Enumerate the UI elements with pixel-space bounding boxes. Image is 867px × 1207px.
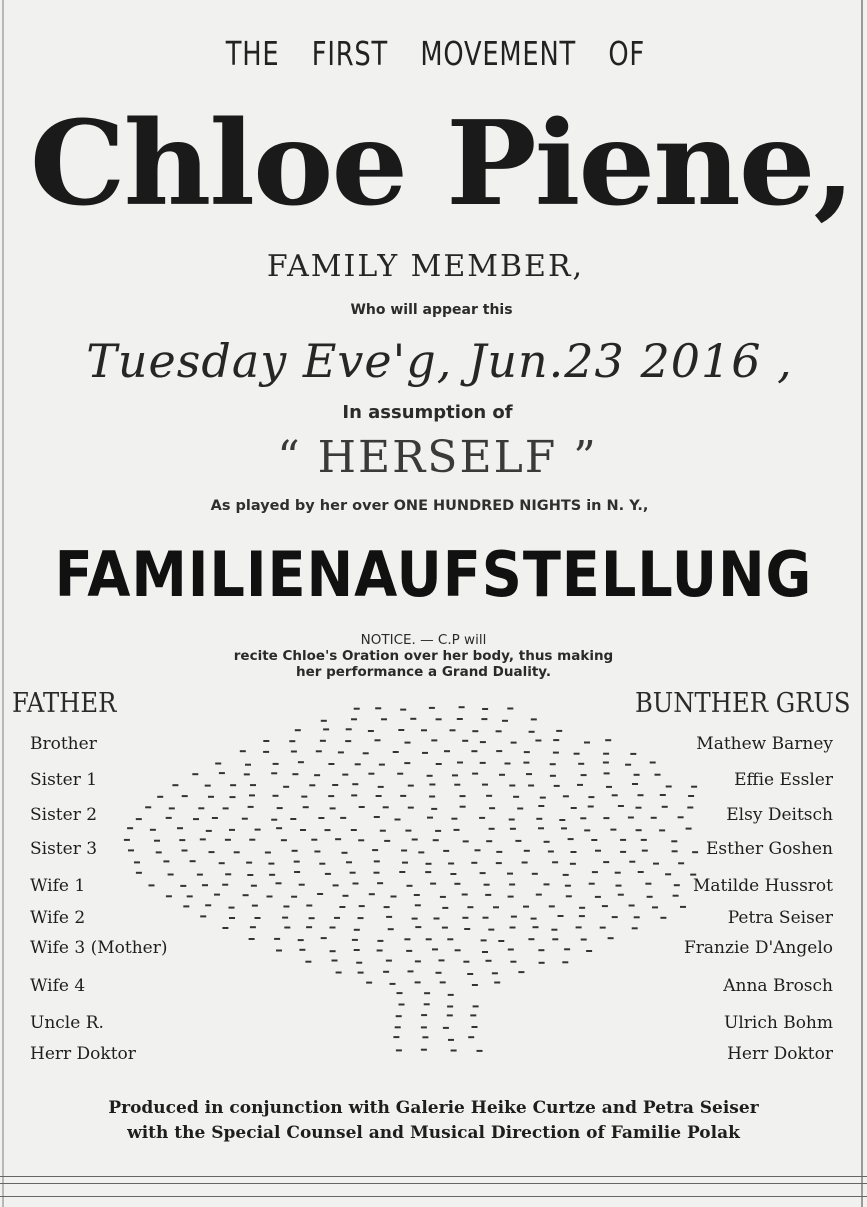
cast-role: Sister 1 (30, 770, 98, 790)
cast-row (0, 839, 867, 863)
played-line: As played by her over ONE HUNDRED NIGHTS in N. Y., (210, 498, 649, 514)
leader-dot (359, 905, 365, 907)
subtitle: FAMILY MEMBER, (266, 249, 585, 284)
leader-dot (368, 730, 374, 732)
leader-dot (496, 730, 502, 732)
leader-dot (540, 797, 546, 799)
leader-dot (325, 873, 331, 875)
appear-line: Who will appear this (350, 302, 513, 318)
leader-dot (629, 905, 635, 907)
leader-dot (300, 829, 306, 831)
cast-actor: Franzie D'Angelo (683, 938, 833, 958)
leader-dot (556, 730, 562, 732)
leader-dot (351, 718, 357, 720)
leader-dot (252, 905, 258, 907)
leader-dot (454, 829, 460, 831)
leader-dot (625, 764, 631, 766)
leader-dot (426, 863, 432, 865)
leader-dot (206, 830, 212, 832)
leader-dot (459, 706, 465, 708)
leader-dot (507, 873, 513, 875)
leader-dot (379, 764, 385, 766)
cast-actor: Anna Brosch (723, 976, 833, 996)
leader-dot (150, 829, 156, 831)
leader-dot (399, 871, 405, 873)
leader-dot (507, 708, 513, 710)
leader-dot (660, 794, 666, 796)
leader-dot (182, 795, 188, 797)
leader-dot (356, 962, 362, 964)
leader-dot (602, 905, 608, 907)
notice-line-1: NOTICE. — C.P will (360, 632, 487, 648)
cast-role: Wife 2 (30, 908, 86, 928)
right-heading: BUNTHER GRUS (635, 688, 851, 719)
leader-dot (486, 795, 492, 797)
leader-dot (450, 873, 456, 875)
date-line: Tuesday Eve'g, Jun.23 2016 , (86, 334, 793, 388)
credits (0, 1096, 867, 1146)
leader-dot (612, 794, 618, 796)
cast-row (0, 1044, 867, 1068)
leader-dot (328, 795, 334, 797)
leader-dot (638, 871, 644, 873)
leader-dot (532, 873, 538, 875)
leader-dot (584, 829, 590, 831)
cast-row (0, 938, 867, 962)
cast-row (0, 908, 867, 932)
leader-dot (502, 720, 508, 722)
leader-dot (603, 762, 609, 764)
leader-dot (650, 762, 656, 764)
leader-dot (336, 972, 342, 974)
leader-dot (472, 730, 478, 732)
cast-actor: Effie Essler (734, 770, 833, 790)
leader-dot (460, 795, 466, 797)
leader-dot (429, 796, 435, 798)
leader-dot (351, 794, 357, 796)
leader-dot (230, 796, 236, 798)
role-title: “ HERSELF ” (277, 432, 598, 483)
notice-line-3: her performance a Grand Duality. (295, 664, 551, 680)
leader-dot (321, 720, 327, 722)
leader-dot (513, 796, 519, 798)
leader-dot (492, 972, 498, 974)
cast-row (0, 770, 867, 794)
leader-dot (447, 1006, 453, 1008)
leader-dot (539, 962, 545, 964)
leader-dot (323, 728, 329, 730)
leader-dot (328, 763, 334, 765)
notice-line-2: recite Chloe's Oration over her body, thus making (233, 648, 614, 664)
leader-dot (225, 873, 231, 875)
leader-dot (421, 729, 427, 731)
cast-row (0, 734, 867, 758)
leader-dot (415, 904, 421, 906)
leader-dot (482, 708, 488, 710)
leader-dot (570, 863, 576, 865)
credits-line-2: with the Special Counsel and Musical Direction of Familie Polak (127, 1123, 740, 1143)
assumption-line: In assumption of (342, 402, 513, 423)
leader-dot (295, 729, 301, 731)
leader-dot (592, 871, 598, 873)
leader-dot (457, 762, 463, 764)
leader-dot (346, 728, 352, 730)
bottom-rule-3 (0, 1196, 867, 1197)
leader-dot (467, 973, 473, 975)
cast-row (0, 876, 867, 900)
cast-actor: Esther Goshen (705, 839, 833, 859)
leader-dot (481, 718, 487, 720)
cast-actor: Matilde Hussrot (692, 876, 833, 896)
leader-dot (688, 795, 694, 797)
leader-dot (157, 796, 163, 798)
leader-dot (480, 872, 486, 874)
leader-dot (529, 731, 535, 733)
main-title: FAMILIENAUFSTELLUNG (54, 538, 813, 611)
leader-dot (273, 795, 279, 797)
leader-dot (473, 1005, 479, 1007)
cast-role: Sister 3 (30, 839, 98, 859)
leader-dot (410, 718, 416, 720)
cast-row (0, 1013, 867, 1037)
bottom-rule-1 (0, 1176, 867, 1177)
cast-role: Herr Doktor (30, 1044, 136, 1064)
leader-dot (358, 972, 364, 974)
leader-dot (400, 795, 406, 797)
credits-line-1: Produced in conjunction with Galerie Heike Curtze and Petra Seiser (108, 1098, 759, 1118)
leader-dot (523, 762, 529, 764)
cast-role: Wife 1 (30, 876, 86, 896)
leader-dot (380, 830, 386, 832)
leader-dot (425, 871, 431, 873)
leader-dot (350, 872, 356, 874)
leader-dot (294, 871, 300, 873)
cast-role: Uncle R. (30, 1013, 104, 1033)
cast-row (0, 805, 867, 829)
leader-dot (298, 761, 304, 763)
leader-dot (588, 796, 594, 798)
leader-dot (563, 795, 569, 797)
leader-dot (376, 795, 382, 797)
leader-dot (408, 970, 414, 972)
leader-dot (436, 972, 442, 974)
leader-dot (351, 829, 357, 831)
leader-dot (229, 829, 235, 831)
performer-name: Chloe Piene, (29, 96, 854, 232)
leader-dot (429, 707, 435, 709)
leader-dot (531, 718, 537, 720)
leader-dot (301, 796, 307, 798)
leader-dot (215, 763, 221, 765)
leader-dot (400, 709, 406, 711)
cast-role: Wife 3 (Mother) (30, 938, 168, 958)
leader-dot (306, 905, 312, 907)
leader-dot (550, 763, 556, 765)
leader-dot (659, 829, 665, 831)
leader-dot (405, 830, 411, 832)
cast-actor: Petra Seiser (727, 908, 833, 928)
leader-dot (636, 829, 642, 831)
leader-dot (578, 763, 584, 765)
cast-actor: Elsy Deitsch (726, 805, 833, 825)
leader-dot (615, 872, 621, 874)
leader-dot (450, 729, 456, 731)
cast-role: Brother (30, 734, 97, 754)
cast-actor: Ulrich Bohm (724, 1013, 833, 1033)
cast-actor: Herr Doktor (727, 1044, 833, 1064)
leader-dot (245, 764, 251, 766)
leader-dot (374, 872, 380, 874)
cast-role: Sister 2 (30, 805, 98, 825)
leader-dot (273, 763, 279, 765)
left-heading: FATHER (12, 688, 117, 719)
leader-dot (319, 863, 325, 865)
leader-dot (448, 1039, 454, 1041)
leader-dot (505, 763, 511, 765)
leader-dot (435, 830, 441, 832)
cast-role: Wife 4 (30, 976, 86, 996)
leader-dot (480, 762, 486, 764)
leader-dot (518, 971, 524, 973)
leader-dot (404, 762, 410, 764)
leader-dot (249, 794, 255, 796)
leader-dot (354, 708, 360, 710)
leader-dot (436, 763, 442, 765)
leader-dot (208, 796, 214, 798)
leader-dot (383, 971, 389, 973)
leader-dot (399, 1004, 405, 1006)
leader-dot (136, 872, 142, 874)
leader-dot (325, 829, 331, 831)
cast-row (0, 976, 867, 1000)
bottom-rule-2 (0, 1183, 867, 1184)
leader-dot (205, 904, 211, 906)
leader-dot (381, 718, 387, 720)
cast-actor: Mathew Barney (696, 734, 833, 754)
leader-dot (436, 718, 442, 720)
top-line: THE FIRST MOVEMENT OF (225, 34, 645, 73)
leader-dot (665, 873, 671, 875)
leader-dot (398, 729, 404, 731)
leader-dot (638, 794, 644, 796)
leader-dot (457, 718, 463, 720)
leader-dot (375, 707, 381, 709)
leader-dot (424, 1003, 430, 1005)
leader-dot (355, 763, 361, 765)
